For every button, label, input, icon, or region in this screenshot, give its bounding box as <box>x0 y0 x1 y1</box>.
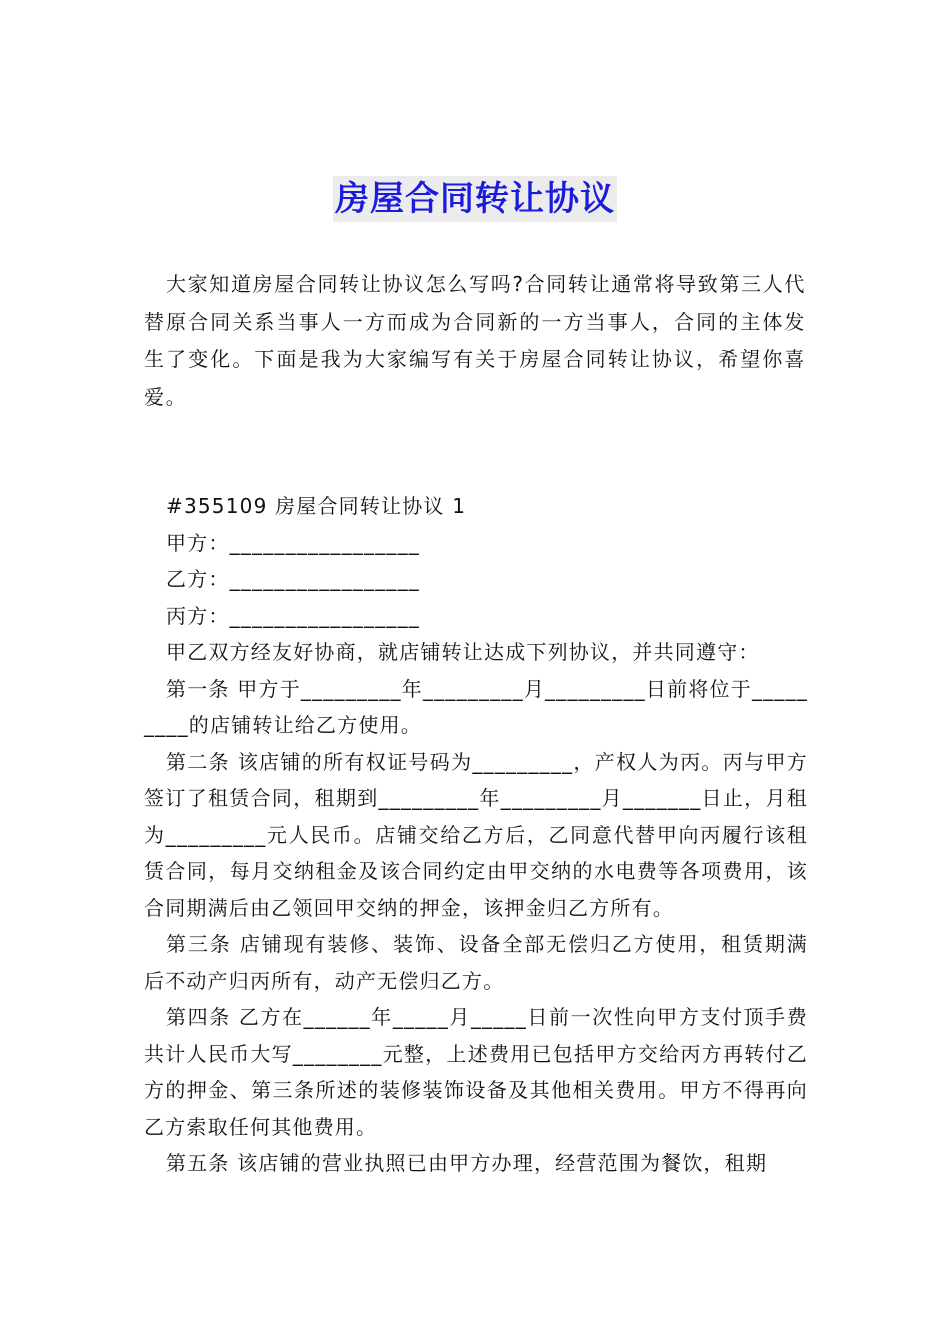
party-c-line: 丙方：_________________ <box>166 603 420 628</box>
clause-1: 第一条 甲方于_________年_________月_________日前将位于_________的店铺转让给乙方使用。 <box>144 676 808 737</box>
clause-2: 第二条 该店铺的所有权证号码为_________，产权人为丙。丙与甲方签订了租赁合同，租期到_________年_________月_______日止，月租为_________元人民币。店铺交给乙方后，乙同意代替甲向丙履行该租赁合同，每月交纳租金及该合同约定由甲交纳的水电费等各项费用，该合同期满后由乙领回甲交纳的押金，该押金归乙方所有。 <box>144 749 808 920</box>
section-heading: #355109 房屋合同转让协议 1 <box>166 494 467 518</box>
preamble-paragraph: 甲乙双方经友好协商，就店铺转让达成下列协议，并共同遵守： <box>166 640 760 664</box>
title-block <box>0 176 950 222</box>
intro-paragraph: 大家知道房屋合同转让协议怎么写吗?合同转让通常将导致第三人代替原合同关系当事人一方而成为合同新的一方当事人，合同的主体发生了变化。下面是我为大家编写有关于房屋合同转让协议，希望你喜爱。 <box>144 272 806 409</box>
document-title: 房屋合同转让协议 <box>333 176 617 222</box>
agreement-body <box>144 488 808 1182</box>
party-b-line: 乙方：_________________ <box>166 567 420 591</box>
clause-5: 第五条 该店铺的营业执照已由甲方办理，经营范围为餐饮，租期 <box>166 1151 768 1175</box>
clause-3: 第三条 店铺现有装修、装饰、设备全部无偿归乙方使用，租赁期满后不动产归丙所有，动产无偿归乙方。 <box>144 932 808 993</box>
clause-4: 第四条 乙方在______年_____月_____日前一次性向甲方支付顶手费共计人民币大写________元整，上述费用已包括甲方交给丙方再转付乙方的押金、第三条所述的装修装饰设备及其他相关费用。甲方不得再向乙方索取任何其他费用。 <box>144 1005 808 1139</box>
party-a-line: 甲方：_________________ <box>166 530 420 555</box>
